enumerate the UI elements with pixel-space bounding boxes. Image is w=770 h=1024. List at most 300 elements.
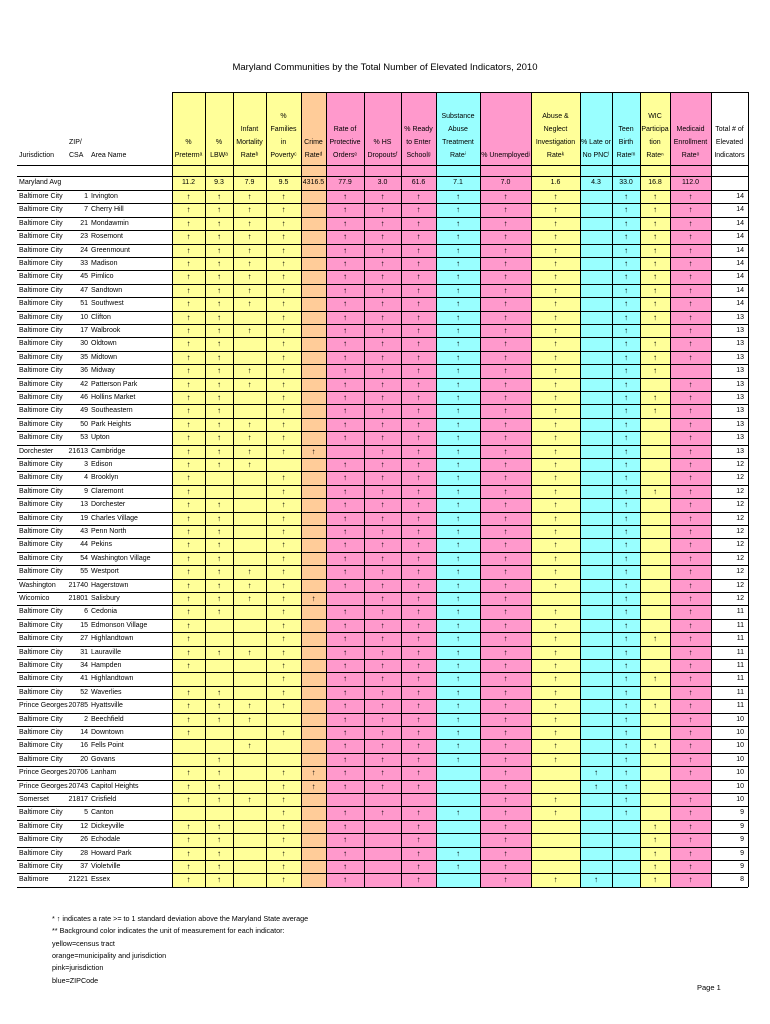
elevated-arrow: ↑ <box>186 460 191 469</box>
elevated-arrow: ↑ <box>343 513 347 523</box>
total-cell: 14 <box>736 260 744 267</box>
header-zip <box>69 136 89 162</box>
elevated-arrow: ↑ <box>553 875 558 885</box>
elevated-arrow: ↑ <box>343 620 347 630</box>
elevated-arrow: ↑ <box>217 339 221 349</box>
elevated-arrow: ↑ <box>503 714 508 724</box>
elevated-arrow: ↑ <box>553 674 558 684</box>
maryland-avg-teen: 33.0 <box>619 179 633 186</box>
elevated-arrow: ↑ <box>456 553 460 563</box>
total-cell: 12 <box>736 474 744 482</box>
elevated-arrow: ↑ <box>217 192 221 201</box>
elevated-arrow: ↑ <box>186 406 191 416</box>
elevated-arrow: ↑ <box>456 339 460 349</box>
elevated-arrow: ↑ <box>503 594 508 603</box>
elevated-arrow: ↑ <box>624 312 628 322</box>
elevated-arrow: ↑ <box>343 406 347 416</box>
elevated-arrow: ↑ <box>503 419 508 429</box>
elevated-arrow: ↑ <box>380 433 385 443</box>
header-line: Investigation <box>535 139 576 146</box>
header-poverty <box>266 110 301 162</box>
area-name-cell: Waverlies <box>91 688 122 696</box>
elevated-arrow: ↑ <box>553 728 558 737</box>
elevated-arrow: ↑ <box>416 205 421 215</box>
jurisdiction-cell: Baltimore City <box>19 367 63 375</box>
maryland-avg-dropouts: 3.0 <box>377 179 388 186</box>
header-line: Teen <box>618 126 634 133</box>
elevated-arrow: ↑ <box>624 647 628 657</box>
elevated-arrow: ↑ <box>688 393 693 402</box>
elevated-arrow: ↑ <box>653 701 657 711</box>
elevated-arrow: ↑ <box>380 661 385 670</box>
elevated-arrow: ↑ <box>456 205 460 215</box>
elevated-arrow: ↑ <box>217 647 221 657</box>
jurisdiction-cell: Baltimore City <box>19 340 63 348</box>
area-name-cell: Beechfield <box>91 715 124 723</box>
elevated-arrow: ↑ <box>247 460 252 469</box>
elevated-arrow: ↑ <box>281 406 286 416</box>
elevated-arrow: ↑ <box>380 486 385 496</box>
header-line: CSA <box>69 152 84 159</box>
elevated-arrow: ↑ <box>343 218 347 228</box>
elevated-arrow: ↑ <box>456 366 460 376</box>
elevated-arrow: ↑ <box>624 701 628 711</box>
zip-cell: 20706 <box>68 769 88 777</box>
area-name-cell: Canton <box>91 809 114 817</box>
area-name-cell: Howard Park <box>91 849 132 857</box>
elevated-arrow: ↑ <box>416 741 421 751</box>
header-line: Povertyᶜ <box>270 152 297 159</box>
total-cell: 11 <box>736 635 744 643</box>
elevated-arrow: ↑ <box>343 701 347 711</box>
elevated-arrow: ↑ <box>380 473 385 483</box>
elevated-arrow: ↑ <box>688 513 693 523</box>
area-name-cell: Capitol Heights <box>91 782 139 790</box>
header-crime <box>301 136 326 162</box>
elevated-arrow: ↑ <box>416 848 421 858</box>
area-name-cell: Govans <box>91 755 116 763</box>
elevated-arrow: ↑ <box>281 205 286 215</box>
elevated-arrow: ↑ <box>416 259 421 268</box>
elevated-arrow: ↑ <box>653 821 657 831</box>
elevated-arrow: ↑ <box>217 232 221 242</box>
total-cell: 12 <box>736 501 744 509</box>
elevated-arrow: ↑ <box>688 245 693 255</box>
jurisdiction-cell: Baltimore City <box>19 675 63 683</box>
header-line: % <box>280 113 287 120</box>
jurisdiction-cell: Baltimore City <box>19 568 63 576</box>
elevated-arrow: ↑ <box>653 352 657 362</box>
elevated-arrow: ↑ <box>217 393 221 402</box>
elevated-arrow: ↑ <box>624 567 628 577</box>
zip-cell: 50 <box>80 420 88 428</box>
jurisdiction-cell: Baltimore City <box>19 286 63 294</box>
elevated-arrow: ↑ <box>416 513 421 523</box>
jurisdiction-cell: Baltimore City <box>19 407 63 415</box>
footnote-line: orange=municipality and jurisdiction <box>52 950 167 960</box>
elevated-arrow: ↑ <box>456 192 460 201</box>
elevated-arrow: ↑ <box>688 352 693 362</box>
elevated-arrow: ↑ <box>503 393 508 402</box>
jurisdiction-cell: Baltimore City <box>19 461 63 468</box>
elevated-arrow: ↑ <box>416 379 421 389</box>
elevated-arrow: ↑ <box>416 299 421 309</box>
elevated-arrow: ↑ <box>380 393 385 402</box>
zip-cell: 14 <box>80 729 88 736</box>
elevated-arrow: ↑ <box>380 634 385 644</box>
total-cell: 11 <box>736 621 744 629</box>
elevated-arrow: ↑ <box>553 352 558 362</box>
zip-cell: 3 <box>84 461 88 468</box>
elevated-arrow: ↑ <box>416 862 421 871</box>
header-area <box>91 149 172 162</box>
elevated-arrow: ↑ <box>186 339 191 349</box>
elevated-arrow: ↑ <box>343 339 347 349</box>
elevated-arrow: ↑ <box>688 607 693 617</box>
elevated-arrow: ↑ <box>688 540 693 550</box>
elevated-arrow: ↑ <box>217 285 221 295</box>
jurisdiction-cell: Baltimore City <box>19 206 63 214</box>
jurisdiction-cell: Baltimore City <box>19 353 63 361</box>
header-line: WIC <box>648 113 662 120</box>
area-name-cell: Madison <box>91 260 118 267</box>
header-line: % <box>215 139 223 146</box>
area-name-cell: Echodale <box>91 836 121 844</box>
elevated-arrow: ↑ <box>281 272 286 282</box>
zip-cell: 9 <box>84 487 88 495</box>
elevated-arrow: ↑ <box>688 553 693 563</box>
total-cell: 14 <box>736 300 744 308</box>
elevated-arrow: ↑ <box>416 875 421 885</box>
elevated-arrow: ↑ <box>380 205 385 215</box>
elevated-arrow: ↑ <box>553 620 558 630</box>
elevated-arrow: ↑ <box>503 379 508 389</box>
elevated-arrow: ↑ <box>624 781 628 791</box>
elevated-arrow: ↑ <box>456 486 460 496</box>
total-cell: 14 <box>736 193 744 200</box>
elevated-arrow: ↑ <box>653 406 657 416</box>
elevated-arrow: ↑ <box>503 205 508 215</box>
elevated-arrow: ↑ <box>553 379 558 389</box>
elevated-arrow: ↑ <box>416 634 421 644</box>
header-line: Area Name <box>91 152 127 159</box>
elevated-arrow: ↑ <box>503 647 508 657</box>
elevated-arrow: ↑ <box>186 433 191 443</box>
zip-cell: 15 <box>80 621 88 629</box>
elevated-arrow: ↑ <box>553 513 558 523</box>
elevated-arrow: ↑ <box>553 272 558 282</box>
elevated-arrow: ↑ <box>186 486 191 496</box>
jurisdiction-cell: Baltimore City <box>19 219 63 227</box>
elevated-arrow: ↑ <box>281 326 286 335</box>
elevated-arrow: ↑ <box>624 620 628 630</box>
elevated-arrow: ↑ <box>186 594 191 603</box>
total-cell: 12 <box>736 514 744 522</box>
total-cell: 14 <box>736 273 744 281</box>
elevated-arrow: ↑ <box>503 701 508 711</box>
area-name-cell: Park Heights <box>91 420 132 428</box>
total-cell: 14 <box>736 246 744 254</box>
header-line: Participa <box>641 126 669 133</box>
elevated-arrow: ↑ <box>456 352 460 362</box>
elevated-arrow: ↑ <box>688 312 693 322</box>
total-cell: 14 <box>736 206 744 214</box>
elevated-arrow: ↑ <box>503 500 508 510</box>
elevated-arrow: ↑ <box>281 245 286 255</box>
total-cell: 12 <box>736 595 744 602</box>
header-line: in <box>280 139 287 146</box>
elevated-arrow: ↑ <box>247 433 252 443</box>
elevated-arrow: ↑ <box>503 366 508 376</box>
jurisdiction-cell: Somerset <box>19 796 49 803</box>
elevated-arrow: ↑ <box>186 540 191 550</box>
zip-cell: 43 <box>80 528 88 535</box>
elevated-arrow: ↑ <box>281 232 286 242</box>
zip-cell: 6 <box>84 608 88 616</box>
area-name-cell: Lanham <box>91 769 117 777</box>
elevated-arrow: ↑ <box>624 285 628 295</box>
elevated-arrow: ↑ <box>186 245 191 255</box>
elevated-arrow: ↑ <box>186 513 191 523</box>
header-line: % <box>185 139 192 146</box>
elevated-arrow: ↑ <box>503 192 508 201</box>
elevated-arrow: ↑ <box>281 661 286 670</box>
elevated-arrow: ↑ <box>186 326 191 335</box>
elevated-arrow: ↑ <box>456 259 460 268</box>
zip-cell: 21740 <box>68 581 88 589</box>
elevated-arrow: ↑ <box>416 500 421 510</box>
elevated-arrow: ↑ <box>688 754 693 764</box>
elevated-arrow: ↑ <box>217 205 221 215</box>
elevated-arrow: ↑ <box>416 446 421 456</box>
elevated-arrow: ↑ <box>380 513 385 523</box>
jurisdiction-cell: Baltimore City <box>19 742 63 750</box>
area-name-cell: Salisbury <box>91 595 120 602</box>
elevated-arrow: ↑ <box>624 513 628 523</box>
elevated-arrow: ↑ <box>186 848 191 858</box>
zip-cell: 37 <box>80 863 88 870</box>
jurisdiction-cell: Baltimore City <box>19 380 63 388</box>
elevated-arrow: ↑ <box>503 406 508 416</box>
elevated-arrow: ↑ <box>456 419 460 429</box>
total-cell: 12 <box>736 487 744 495</box>
elevated-arrow: ↑ <box>624 500 628 510</box>
elevated-arrow: ↑ <box>688 285 693 295</box>
elevated-arrow: ↑ <box>688 446 693 456</box>
elevated-arrow: ↑ <box>503 299 508 309</box>
header-line: Abuse <box>448 126 468 133</box>
elevated-arrow: ↑ <box>217 272 221 282</box>
elevated-arrow: ↑ <box>217 754 221 764</box>
elevated-arrow: ↑ <box>503 272 508 282</box>
area-name-cell: Highlandtown <box>91 675 134 683</box>
elevated-arrow: ↑ <box>688 701 693 711</box>
jurisdiction-cell: Baltimore City <box>19 729 63 736</box>
elevated-arrow: ↑ <box>456 312 460 322</box>
elevated-arrow: ↑ <box>624 553 628 563</box>
zip-cell: 10 <box>80 313 88 321</box>
elevated-arrow: ↑ <box>217 835 221 845</box>
elevated-arrow: ↑ <box>503 781 508 791</box>
elevated-arrow: ↑ <box>186 218 191 228</box>
elevated-arrow: ↑ <box>553 406 558 416</box>
total-cell: 11 <box>736 675 744 683</box>
elevated-arrow: ↑ <box>380 620 385 630</box>
elevated-arrow: ↑ <box>343 661 347 670</box>
elevated-arrow: ↑ <box>281 446 286 456</box>
elevated-arrow: ↑ <box>343 580 347 590</box>
elevated-arrow: ↑ <box>247 419 252 429</box>
elevated-arrow: ↑ <box>624 754 628 764</box>
elevated-arrow: ↑ <box>688 299 693 309</box>
elevated-arrow: ↑ <box>553 433 558 443</box>
header-line: Total # of <box>715 126 744 133</box>
jurisdiction-cell: Baltimore City <box>19 822 63 830</box>
elevated-arrow: ↑ <box>281 594 286 603</box>
elevated-arrow: ↑ <box>380 808 385 818</box>
elevated-arrow: ↑ <box>553 312 558 322</box>
elevated-arrow: ↑ <box>343 540 347 550</box>
area-name-cell: Pekins <box>91 541 113 549</box>
zip-cell: 21613 <box>68 447 88 455</box>
elevated-arrow: ↑ <box>217 245 221 255</box>
elevated-arrow: ↑ <box>688 326 693 335</box>
elevated-arrow: ↑ <box>247 326 252 335</box>
elevated-arrow: ↑ <box>456 634 460 644</box>
header-line: Medicaid <box>676 126 705 133</box>
elevated-arrow: ↑ <box>247 205 252 215</box>
header-line: Neglect <box>543 126 568 133</box>
elevated-arrow: ↑ <box>247 379 252 389</box>
header-line: Mortality <box>236 139 263 146</box>
elevated-arrow: ↑ <box>416 473 421 483</box>
area-name-cell: Crisfield <box>91 796 117 803</box>
elevated-arrow: ↑ <box>380 446 385 456</box>
area-name-cell: Southeastern <box>91 407 133 415</box>
total-cell: 14 <box>736 233 744 241</box>
area-name-cell: Midway <box>91 367 115 375</box>
total-cell: 13 <box>736 380 744 388</box>
elevated-arrow: ↑ <box>624 352 628 362</box>
zip-cell: 24 <box>80 246 88 254</box>
elevated-arrow: ↑ <box>624 272 628 282</box>
elevated-arrow: ↑ <box>380 259 385 268</box>
area-name-cell: Pimlico <box>91 273 114 281</box>
elevated-arrow: ↑ <box>553 486 558 496</box>
area-name-cell: Brooklyn <box>91 474 119 482</box>
header-abuse <box>531 110 580 162</box>
zip-cell: 31 <box>80 648 88 656</box>
elevated-arrow: ↑ <box>186 232 191 242</box>
elevated-arrow: ↑ <box>343 674 347 684</box>
elevated-arrow: ↑ <box>281 513 286 523</box>
header-line: Substance <box>441 113 475 120</box>
elevated-arrow: ↑ <box>688 527 693 536</box>
maryland-avg-medicaid: 112.0 <box>682 179 699 186</box>
elevated-arrow: ↑ <box>343 835 347 845</box>
jurisdiction-cell: Baltimore City <box>19 246 63 254</box>
jurisdiction-cell: Baltimore City <box>19 809 63 817</box>
elevated-arrow: ↑ <box>624 460 628 469</box>
elevated-arrow: ↑ <box>281 339 286 349</box>
total-cell: 9 <box>740 809 744 817</box>
elevated-arrow: ↑ <box>343 299 347 309</box>
maryland-avg-unemployed: 7.0 <box>500 179 511 186</box>
elevated-arrow: ↑ <box>281 781 286 791</box>
elevated-arrow: ↑ <box>688 339 693 349</box>
zip-cell: 7 <box>84 206 88 214</box>
elevated-arrow: ↑ <box>217 553 221 563</box>
elevated-arrow: ↑ <box>380 768 385 778</box>
elevated-arrow: ↑ <box>416 366 421 376</box>
total-cell: 8 <box>740 876 744 884</box>
elevated-arrow: ↑ <box>343 352 347 362</box>
elevated-arrow: ↑ <box>688 500 693 510</box>
total-cell: 11 <box>736 648 744 656</box>
zip-cell: 54 <box>80 554 88 562</box>
header-line: Rateⁿ <box>646 152 664 159</box>
jurisdiction-cell: Prince Georges <box>19 769 68 777</box>
header-line: Protective <box>329 139 361 146</box>
maryland-avg-label: Maryland Avg <box>19 179 62 186</box>
elevated-arrow: ↑ <box>380 594 385 603</box>
elevated-arrow: ↑ <box>653 835 657 845</box>
elevated-arrow: ↑ <box>186 393 191 402</box>
header-line: Rateᵒ <box>681 152 700 159</box>
elevated-arrow: ↑ <box>186 687 191 697</box>
total-cell: 13 <box>736 313 744 321</box>
header-line: Indicators <box>714 152 745 159</box>
header-medicaid <box>670 123 711 162</box>
elevated-arrow: ↑ <box>281 634 286 644</box>
elevated-arrow: ↑ <box>380 647 385 657</box>
elevated-arrow: ↑ <box>688 218 693 228</box>
elevated-arrow: ↑ <box>281 674 286 684</box>
zip-cell: 20743 <box>68 782 88 790</box>
elevated-arrow: ↑ <box>416 835 421 845</box>
elevated-arrow: ↑ <box>503 661 508 670</box>
elevated-arrow: ↑ <box>343 232 347 242</box>
elevated-arrow: ↑ <box>343 433 347 443</box>
zip-cell: 47 <box>80 286 88 294</box>
footnote-line: pink=jurisdiction <box>52 963 104 973</box>
jurisdiction-cell: Baltimore City <box>19 260 63 267</box>
zip-cell: 53 <box>80 434 88 442</box>
maryland-avg-lbw: 9.3 <box>214 179 224 186</box>
elevated-arrow: ↑ <box>281 259 286 268</box>
zip-cell: 51 <box>80 300 88 308</box>
elevated-arrow: ↑ <box>343 553 347 563</box>
elevated-arrow: ↑ <box>688 259 693 268</box>
elevated-arrow: ↑ <box>247 567 252 577</box>
elevated-arrow: ↑ <box>624 299 628 309</box>
elevated-arrow: ↑ <box>186 379 191 389</box>
elevated-arrow: ↑ <box>217 781 221 791</box>
elevated-arrow: ↑ <box>281 647 286 657</box>
elevated-arrow: ↑ <box>624 594 628 603</box>
elevated-arrow: ↑ <box>553 393 558 402</box>
elevated-arrow: ↑ <box>217 299 221 309</box>
area-name-cell: Edison <box>91 461 113 468</box>
elevated-arrow: ↑ <box>380 674 385 684</box>
elevated-arrow: ↑ <box>594 781 598 791</box>
header-lbw <box>205 136 233 162</box>
elevated-arrow: ↑ <box>456 808 460 818</box>
elevated-arrow: ↑ <box>456 218 460 228</box>
header-line: Rateⁱ <box>449 152 467 159</box>
footnote-line: * ↑ indicates a rate >= to 1 standard deviation above the Maryland State average <box>52 914 309 923</box>
elevated-arrow: ↑ <box>281 379 286 389</box>
